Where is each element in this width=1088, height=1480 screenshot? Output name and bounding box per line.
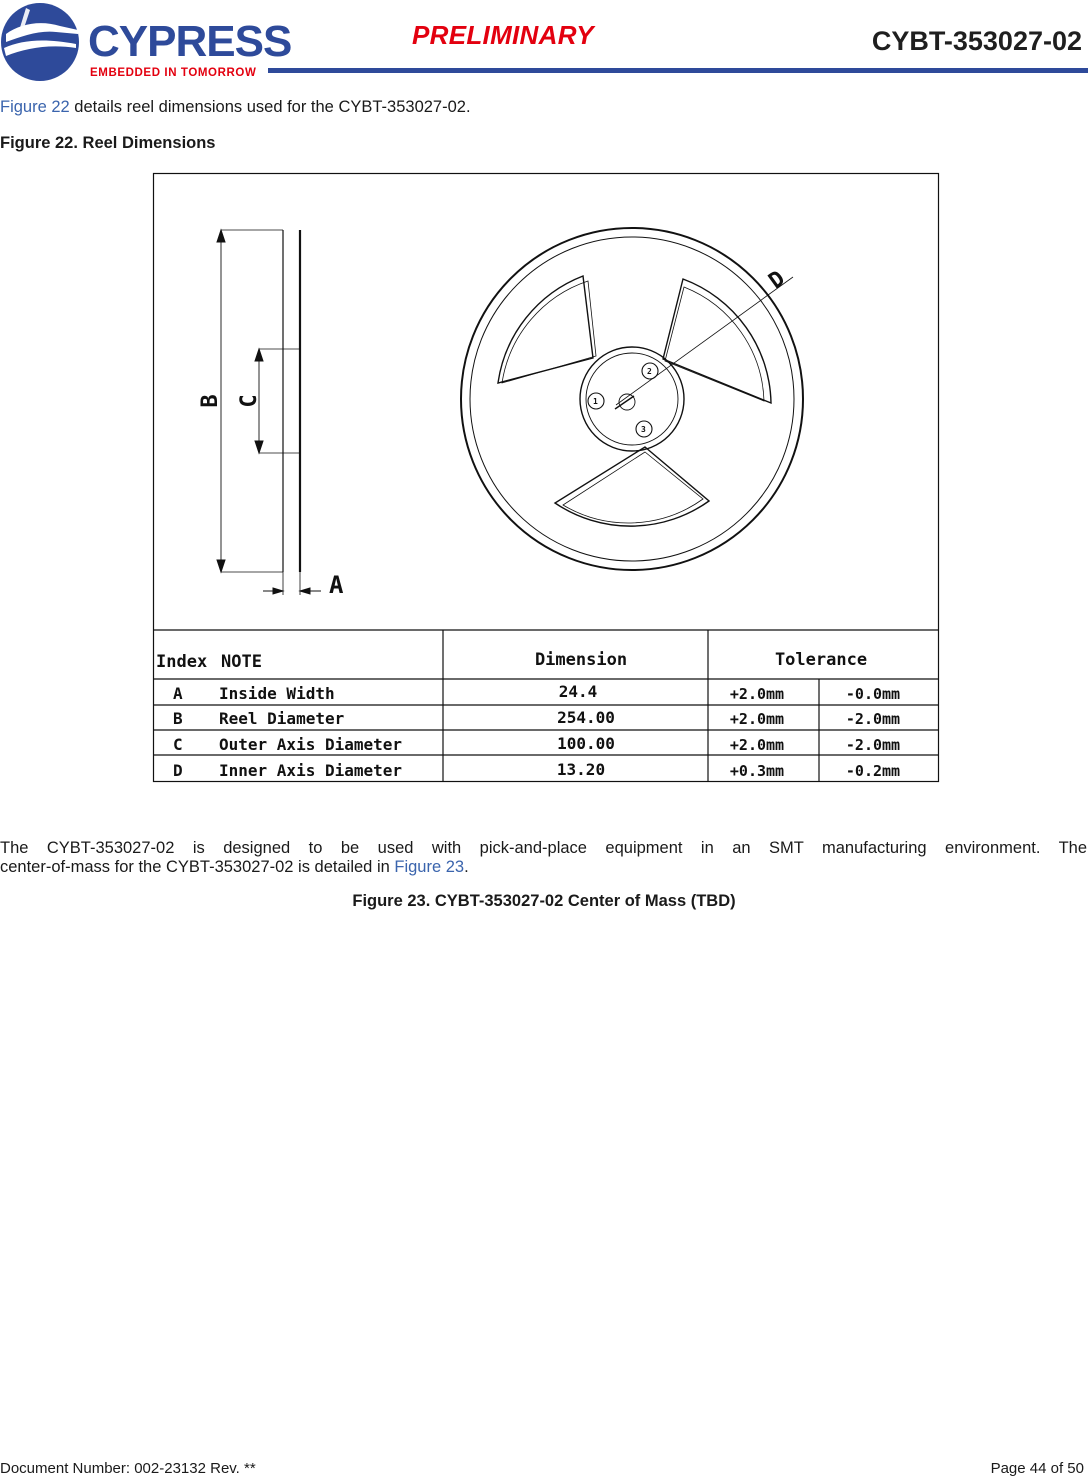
figure-22-caption: Figure 22. Reel Dimensions (0, 134, 216, 152)
row-dimension: 100.00 (557, 734, 615, 753)
row-tol-plus: +2.0mm (729, 685, 785, 703)
hub-mark-2: 2 (647, 367, 652, 376)
paragraph-line-2-end: . (464, 858, 469, 876)
part-number: CYBT-353027-02 (871, 26, 1082, 56)
hub-mark-3: 3 (641, 425, 646, 434)
row-dimension: 24.4 (558, 682, 598, 701)
dimension-label-b: B (198, 394, 223, 408)
figure-23-caption: Figure 23. CYBT-353027-02 Center of Mass (TBD) (352, 892, 736, 910)
row-note: Reel Diameter (219, 709, 345, 728)
row-index: D (173, 761, 183, 780)
hub-mark-1: 1 (593, 397, 598, 406)
row-tol-minus: -0.0mm (845, 685, 901, 703)
cypress-logo (0, 0, 292, 84)
preliminary-label: PRELIMINARY (412, 20, 594, 50)
header-tolerance: Tolerance (774, 650, 868, 670)
row-note: Inside Width (219, 684, 335, 703)
paragraph-line-2: center-of-mass for the CYBT-353027-02 is detailed in (0, 858, 395, 876)
document-number: Document Number: 002-23132 Rev. ** (0, 1460, 256, 1477)
dimension-label-c: C (237, 394, 262, 408)
row-note: Inner Axis Diameter (219, 761, 403, 780)
paragraph-line-1: The CYBT-353027-02 is designed to be used with pick-and-place equipment in an SMT manufacturing environment. The (0, 839, 1087, 857)
row-tol-minus: -2.0mm (845, 710, 901, 728)
row-index: C (173, 735, 183, 754)
center-of-mass-paragraph (0, 839, 1087, 877)
reel-dimensions-figure (153, 173, 939, 782)
dimension-label-d: D (764, 266, 790, 295)
header-index: Index (156, 652, 208, 672)
page-number: Page 44 of 50 (990, 1460, 1084, 1477)
header-dimension: Dimension (534, 650, 628, 670)
row-dimension: 13.20 (556, 760, 606, 779)
logo-tagline: EMBEDDED IN TOMORROW (90, 67, 257, 79)
row-tol-plus: +0.3mm (729, 762, 785, 780)
header-rule (268, 68, 1088, 73)
row-index: B (173, 709, 183, 728)
dimension-label-a: A (329, 571, 344, 599)
row-dimension: 254.00 (557, 708, 615, 727)
globe-icon (1, 3, 79, 81)
intro-text: details reel dimensions used for the CYBT-353027-02. (69, 98, 471, 116)
row-tol-plus: +2.0mm (729, 736, 785, 754)
header-note: NOTE (221, 652, 262, 672)
intro-paragraph (0, 98, 471, 117)
row-tol-plus: +2.0mm (729, 710, 785, 728)
row-note: Outer Axis Diameter (219, 735, 403, 754)
row-index: A (173, 684, 183, 703)
figure-22-link[interactable]: Figure 22 (0, 98, 70, 116)
figure-23-link[interactable]: Figure 23 (394, 858, 465, 876)
row-tol-minus: -0.2mm (845, 762, 901, 780)
row-tol-minus: -2.0mm (845, 736, 901, 754)
logo-wordmark: CYPRESS (88, 17, 292, 66)
